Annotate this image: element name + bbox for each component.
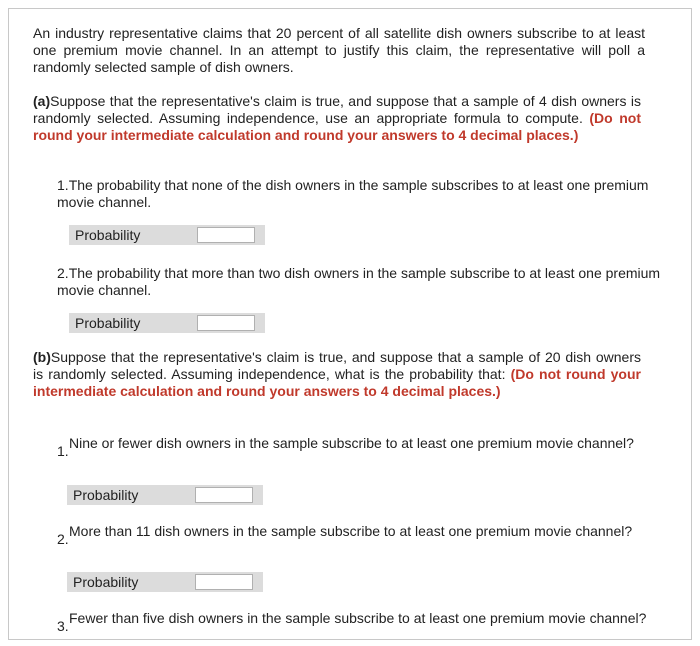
question-number: 2. [57, 531, 69, 547]
probability-input[interactable] [197, 227, 255, 243]
part-a-instruction: (Do not round your intermediate calculation and round your answers to 4 decimal places.) [33, 110, 642, 143]
question-text: The probability that none of the dish owners in the sample subscribes to at least one premium movie channel. [57, 177, 649, 210]
probability-label: Probability [73, 487, 139, 503]
part-b-answer-1 [67, 485, 263, 505]
probability-input[interactable] [195, 487, 253, 503]
part-a-text: Suppose that the representative's claim is true, and suppose that a sample of 4 dish owners is randomly selected. Assuming independence, use an appropriate formula to compute. [33, 93, 641, 126]
part-a-answer-2 [69, 313, 265, 333]
part-a-question-2 [57, 265, 662, 299]
part-a-answer-1 [69, 225, 265, 245]
probability-label: Probability [75, 227, 141, 243]
question-text: Fewer than five dish owners in the sample subscribe to at least one premium movie channel? [69, 610, 647, 626]
question-panel [8, 8, 692, 640]
question-text: The probability that more than two dish owners in the sample subscribe to at least one premium movie channel. [57, 265, 661, 298]
part-b-header [33, 349, 641, 400]
question-number: 1. [57, 443, 69, 459]
part-b-question-3 [57, 610, 647, 634]
part-b-instruction: (Do not round your intermediate calculation and round your answers to 4 decimal places.) [33, 366, 641, 399]
part-b-question-2 [57, 523, 647, 547]
part-a-question-1 [57, 177, 662, 211]
question-text: Nine or fewer dish owners in the sample subscribe to at least one premium movie channel? [69, 435, 634, 451]
part-a-label: (a) [33, 93, 51, 109]
question-number: 3. [57, 618, 69, 634]
part-a-header [33, 93, 641, 144]
probability-label: Probability [75, 315, 141, 331]
probability-input[interactable] [197, 315, 255, 331]
problem-intro: An industry representative claims that 20 percent of all satellite dish owners subscribe to at least one premium movie channel. In an attempt to justify this claim, the representative will poll a randomly selected sample of dish owners. [33, 25, 645, 75]
probability-input[interactable] [195, 574, 253, 590]
question-text: More than 11 dish owners in the sample subscribe to at least one premium movie channel? [69, 523, 633, 539]
question-number: 1. [57, 177, 69, 193]
probability-label: Probability [73, 574, 139, 590]
part-b-text: Suppose that the representative's claim is true, and suppose that a sample of 20 dish owners is randomly selected. Assuming independence, what is the probability that: [33, 349, 641, 382]
part-b-answer-2 [67, 572, 263, 592]
part-b-question-1 [57, 435, 647, 459]
part-b-label: (b) [33, 349, 51, 365]
question-number: 2. [57, 265, 69, 281]
